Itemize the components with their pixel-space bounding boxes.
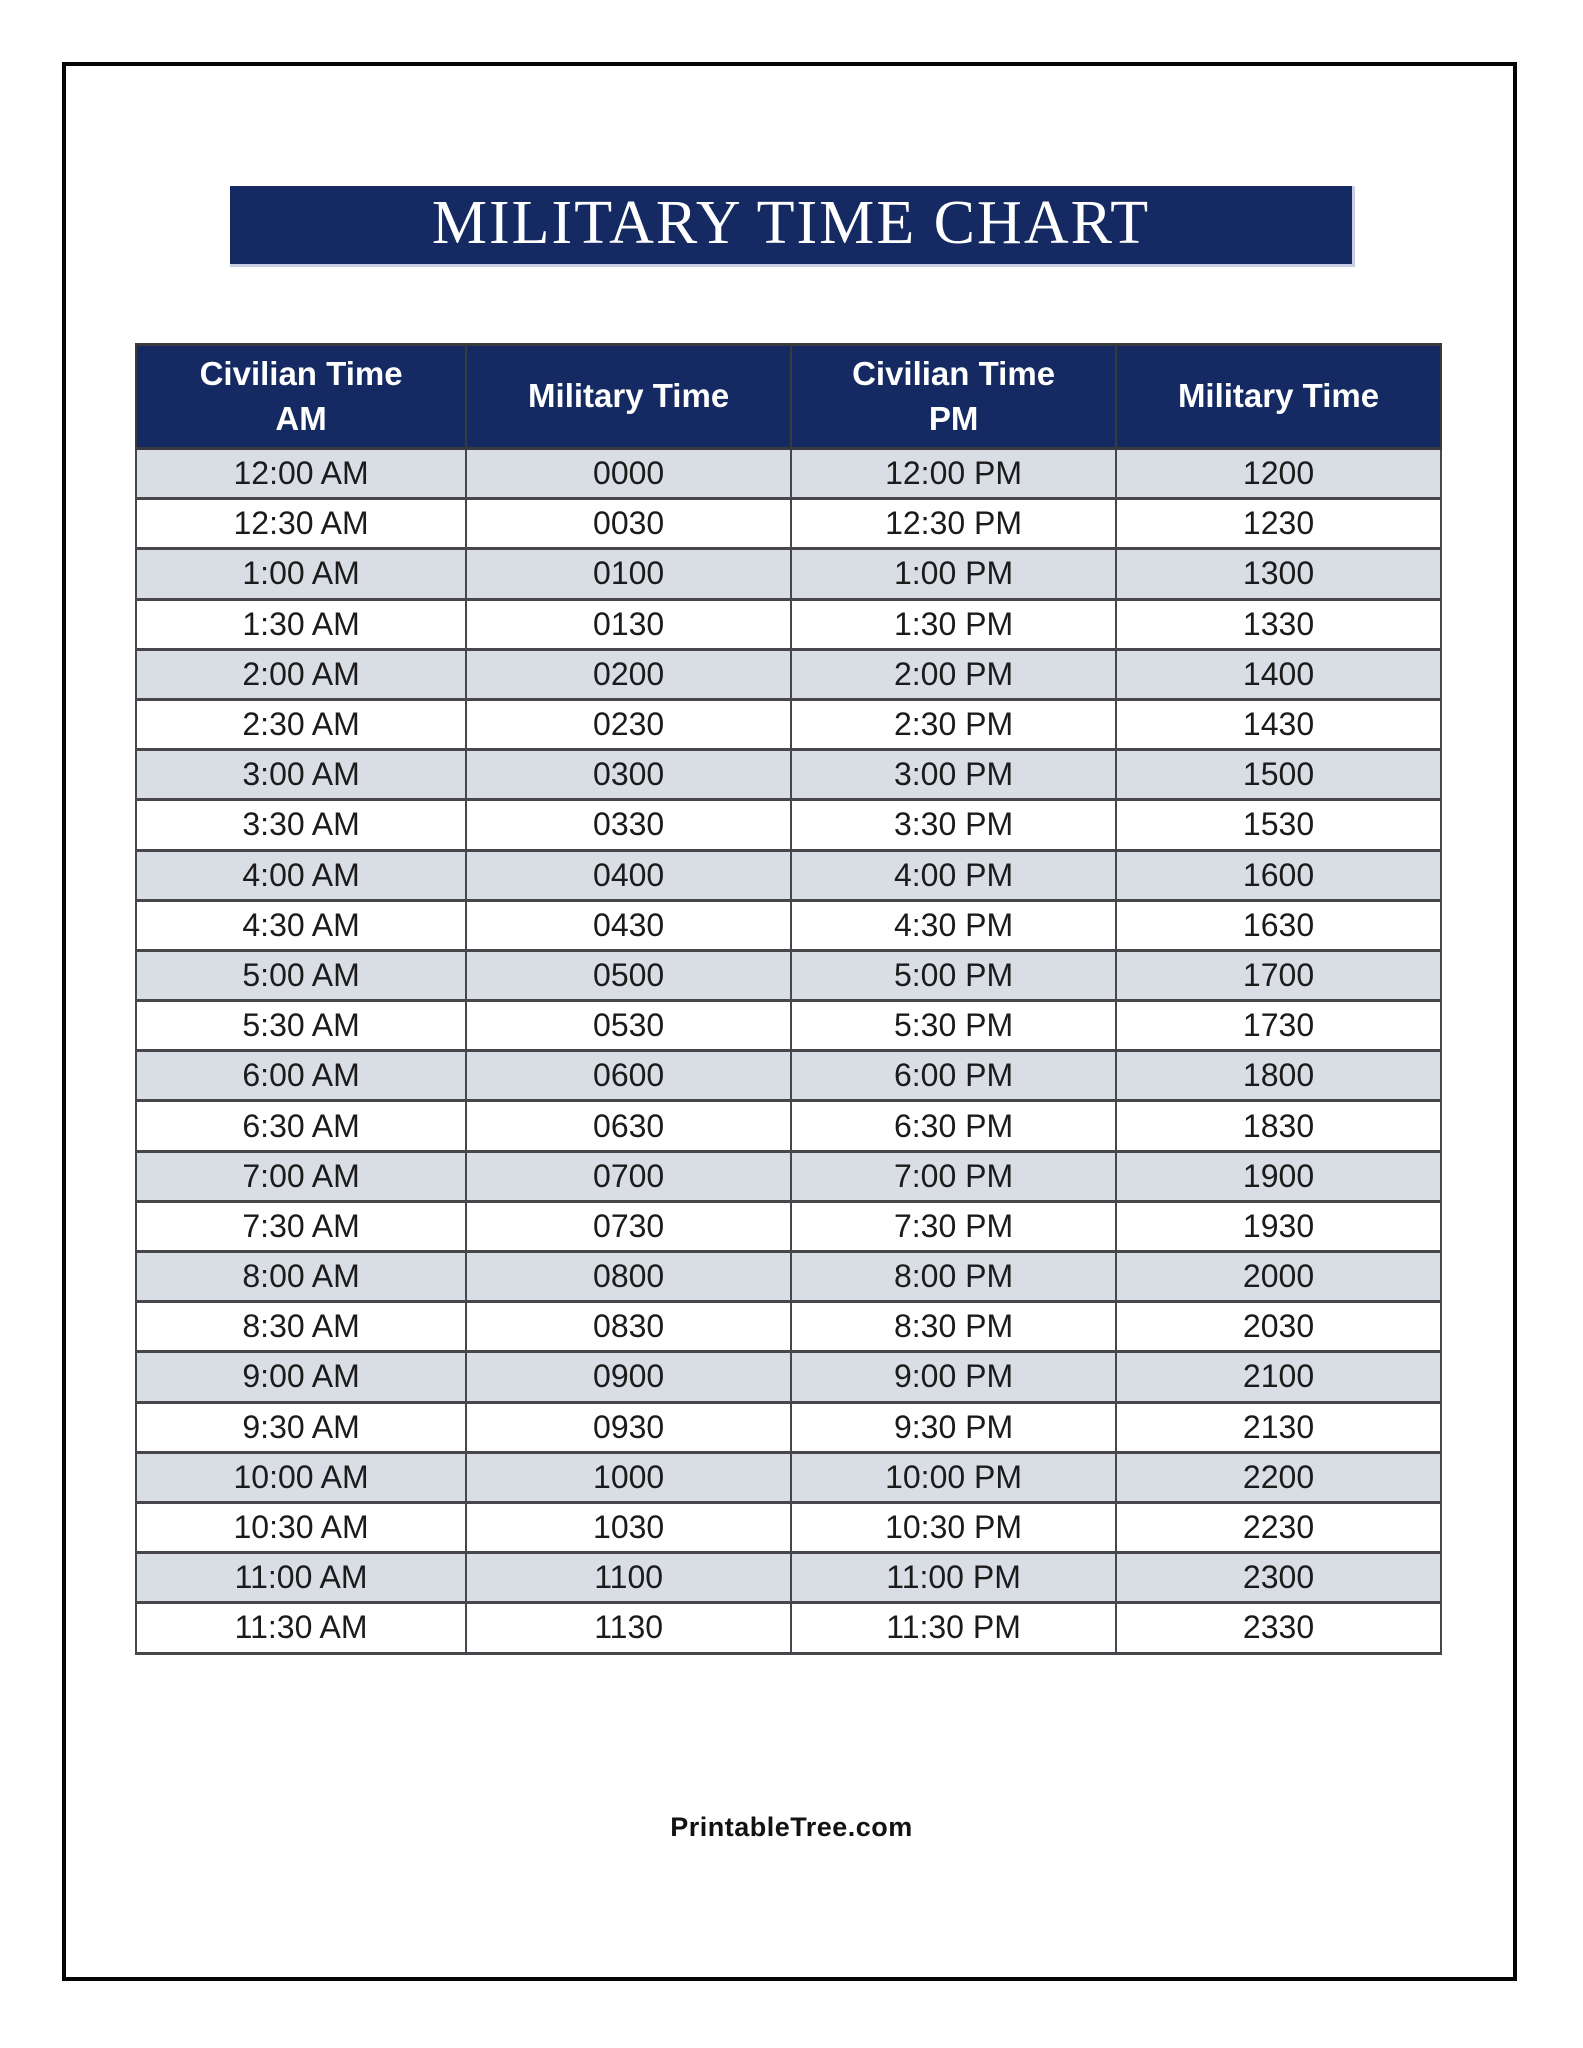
table-cell: 5:00 PM — [791, 950, 1116, 1000]
table-cell: 2000 — [1116, 1252, 1441, 1302]
table-row — [136, 1252, 1441, 1302]
table-cell: 0330 — [466, 800, 791, 850]
table-cell: 2:00 PM — [791, 649, 1116, 699]
table-cell: 1530 — [1116, 800, 1441, 850]
table-cell: 5:00 AM — [136, 950, 466, 1000]
table-cell: 1300 — [1116, 549, 1441, 599]
table-cell: 2230 — [1116, 1502, 1441, 1552]
table-cell: 1130 — [466, 1603, 791, 1653]
table-cell: 6:30 AM — [136, 1101, 466, 1151]
table-cell: 1230 — [1116, 499, 1441, 549]
table-cell: 4:30 PM — [791, 900, 1116, 950]
table-cell: 9:30 PM — [791, 1402, 1116, 1452]
table-cell: 0500 — [466, 950, 791, 1000]
table-cell: 0300 — [466, 750, 791, 800]
table-cell: 0630 — [466, 1101, 791, 1151]
table-cell: 2300 — [1116, 1553, 1441, 1603]
table-row — [136, 499, 1441, 549]
table-cell: 8:00 AM — [136, 1252, 466, 1302]
table-cell: 0700 — [466, 1151, 791, 1201]
table-row — [136, 449, 1441, 499]
table-cell: 4:00 PM — [791, 850, 1116, 900]
table-cell: 1700 — [1116, 950, 1441, 1000]
table-cell: 11:00 AM — [136, 1553, 466, 1603]
table-row — [136, 1603, 1441, 1653]
table-cell: 1630 — [1116, 900, 1441, 950]
table-cell: 12:00 PM — [791, 449, 1116, 499]
table-cell: 2100 — [1116, 1352, 1441, 1402]
table-cell: 1030 — [466, 1502, 791, 1552]
table-cell: 0430 — [466, 900, 791, 950]
table-cell: 0800 — [466, 1252, 791, 1302]
table-cell: 10:00 AM — [136, 1452, 466, 1502]
header-cell: Military Time — [466, 345, 791, 449]
table-row — [136, 699, 1441, 749]
table-row — [136, 1001, 1441, 1051]
header-cell: Civilian Time PM — [791, 345, 1116, 449]
table-row — [136, 1402, 1441, 1452]
footer-site-label: PrintableTree.com — [670, 1812, 913, 1842]
table-cell: 1930 — [1116, 1201, 1441, 1251]
table-cell: 0930 — [466, 1402, 791, 1452]
table-cell: 4:00 AM — [136, 850, 466, 900]
table-row — [136, 1352, 1441, 1402]
table-row — [136, 1302, 1441, 1352]
table-cell: 2030 — [1116, 1302, 1441, 1352]
table-cell: 3:00 AM — [136, 750, 466, 800]
table-cell: 1430 — [1116, 699, 1441, 749]
table-row — [136, 1553, 1441, 1603]
table-row — [136, 1201, 1441, 1251]
table-cell: 8:30 AM — [136, 1302, 466, 1352]
table-cell: 9:00 AM — [136, 1352, 466, 1402]
page-title: MILITARY TIME CHART — [431, 188, 1151, 257]
table-cell: 8:00 PM — [791, 1252, 1116, 1302]
table-cell: 1:00 PM — [791, 549, 1116, 599]
table-row — [136, 850, 1441, 900]
table-cell: 6:30 PM — [791, 1101, 1116, 1151]
table-cell: 1:00 AM — [136, 549, 466, 599]
table-cell: 1500 — [1116, 750, 1441, 800]
table-cell: 7:00 AM — [136, 1151, 466, 1201]
table-cell: 2200 — [1116, 1452, 1441, 1502]
military-time-table — [135, 343, 1442, 1655]
table-row — [136, 1452, 1441, 1502]
table-cell: 0600 — [466, 1051, 791, 1101]
table-cell: 6:00 AM — [136, 1051, 466, 1101]
table-row — [136, 599, 1441, 649]
table-cell: 0830 — [466, 1302, 791, 1352]
table-row — [136, 549, 1441, 599]
table-cell: 1200 — [1116, 449, 1441, 499]
table-cell: 9:00 PM — [791, 1352, 1116, 1402]
table-cell: 9:30 AM — [136, 1402, 466, 1452]
table-row — [136, 649, 1441, 699]
table-cell: 10:00 PM — [791, 1452, 1116, 1502]
table-cell: 0030 — [466, 499, 791, 549]
table-cell: 0100 — [466, 549, 791, 599]
table-cell: 1400 — [1116, 649, 1441, 699]
table-cell: 3:00 PM — [791, 750, 1116, 800]
table-cell: 1330 — [1116, 599, 1441, 649]
table-cell: 7:00 PM — [791, 1151, 1116, 1201]
table-cell: 7:30 AM — [136, 1201, 466, 1251]
table-row — [136, 1151, 1441, 1201]
table-cell: 11:30 AM — [136, 1603, 466, 1653]
table-cell: 11:00 PM — [791, 1553, 1116, 1603]
table-cell: 2330 — [1116, 1603, 1441, 1653]
table-cell: 0230 — [466, 699, 791, 749]
table-cell: 0400 — [466, 850, 791, 900]
table-cell: 0130 — [466, 599, 791, 649]
table-row — [136, 1051, 1441, 1101]
table-row — [136, 800, 1441, 850]
table-cell: 5:30 PM — [791, 1001, 1116, 1051]
table-cell: 2:00 AM — [136, 649, 466, 699]
title-bar — [230, 186, 1355, 267]
table-cell: 1600 — [1116, 850, 1441, 900]
table-cell: 11:30 PM — [791, 1603, 1116, 1653]
table-cell: 5:30 AM — [136, 1001, 466, 1051]
table-cell: 12:30 AM — [136, 499, 466, 549]
table-cell: 0200 — [466, 649, 791, 699]
table-cell: 0530 — [466, 1001, 791, 1051]
table-cell: 8:30 PM — [791, 1302, 1116, 1352]
table-cell: 7:30 PM — [791, 1201, 1116, 1251]
table-cell: 1:30 AM — [136, 599, 466, 649]
table-row — [136, 950, 1441, 1000]
table-row — [136, 900, 1441, 950]
table-cell: 3:30 PM — [791, 800, 1116, 850]
table-cell: 1100 — [466, 1553, 791, 1603]
table-cell: 0000 — [466, 449, 791, 499]
table-cell: 4:30 AM — [136, 900, 466, 950]
table-body — [136, 449, 1441, 1654]
table-cell: 1:30 PM — [791, 599, 1116, 649]
table-cell: 1800 — [1116, 1051, 1441, 1101]
table-header — [136, 345, 1441, 449]
table-cell: 1000 — [466, 1452, 791, 1502]
header-cell: Civilian Time AM — [136, 345, 466, 449]
header-row — [136, 345, 1441, 449]
table-cell: 6:00 PM — [791, 1051, 1116, 1101]
table-cell: 1830 — [1116, 1101, 1441, 1151]
table-cell: 2:30 PM — [791, 699, 1116, 749]
table-cell: 2130 — [1116, 1402, 1441, 1452]
table-row — [136, 1101, 1441, 1151]
table-cell: 12:00 AM — [136, 449, 466, 499]
table-cell: 10:30 AM — [136, 1502, 466, 1552]
table-row — [136, 750, 1441, 800]
table-cell: 1730 — [1116, 1001, 1441, 1051]
table-cell: 10:30 PM — [791, 1502, 1116, 1552]
table-cell: 0730 — [466, 1201, 791, 1251]
table-row — [136, 1502, 1441, 1552]
table-cell: 3:30 AM — [136, 800, 466, 850]
table-cell: 1900 — [1116, 1151, 1441, 1201]
table-cell: 12:30 PM — [791, 499, 1116, 549]
table-cell: 0900 — [466, 1352, 791, 1402]
header-cell: Military Time — [1116, 345, 1441, 449]
table-cell: 2:30 AM — [136, 699, 466, 749]
